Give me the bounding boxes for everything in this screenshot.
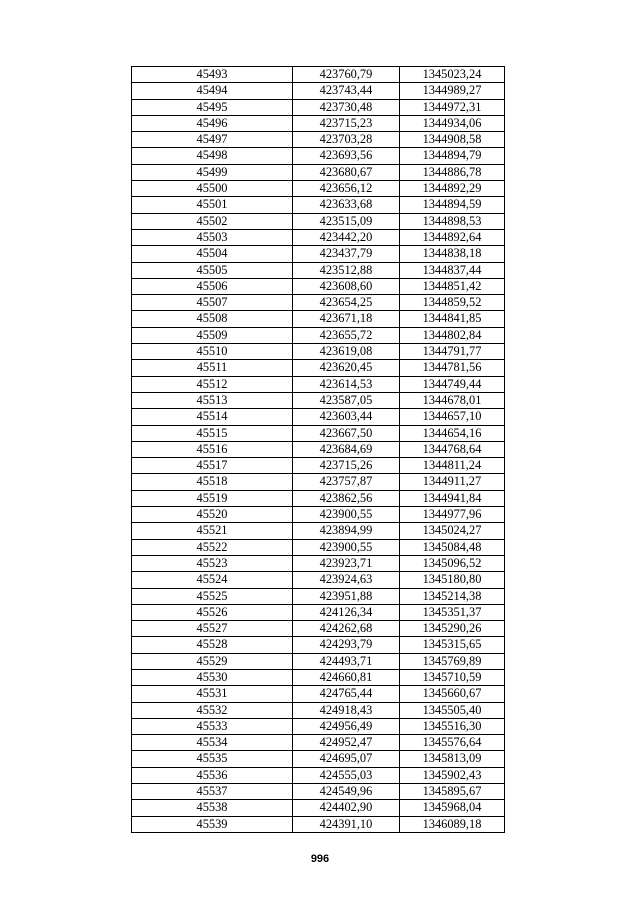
table-row bbox=[132, 800, 505, 816]
y-coordinate-cell: 1345505,40 bbox=[400, 702, 505, 718]
point-number-cell: 45524 bbox=[132, 572, 293, 588]
table-row bbox=[132, 735, 505, 751]
point-number-cell: 45516 bbox=[132, 441, 293, 457]
x-coordinate-cell: 423442,20 bbox=[293, 229, 400, 245]
table-row bbox=[132, 327, 505, 343]
table-row bbox=[132, 229, 505, 245]
y-coordinate-cell: 1345516,30 bbox=[400, 718, 505, 734]
point-number-cell: 45522 bbox=[132, 539, 293, 555]
y-coordinate-cell: 1344911,27 bbox=[400, 474, 505, 490]
x-coordinate-cell: 424956,49 bbox=[293, 718, 400, 734]
point-number-cell: 45511 bbox=[132, 360, 293, 376]
table-row bbox=[132, 604, 505, 620]
y-coordinate-cell: 1344657,10 bbox=[400, 409, 505, 425]
x-coordinate-cell: 424549,96 bbox=[293, 784, 400, 800]
point-number-cell: 45515 bbox=[132, 425, 293, 441]
table-row bbox=[132, 67, 505, 83]
table-row bbox=[132, 555, 505, 571]
table-row bbox=[132, 507, 505, 523]
y-coordinate-cell: 1344972,31 bbox=[400, 99, 505, 115]
point-number-cell: 45495 bbox=[132, 99, 293, 115]
table-row bbox=[132, 164, 505, 180]
x-coordinate-cell: 423633,68 bbox=[293, 197, 400, 213]
y-coordinate-cell: 1345902,43 bbox=[400, 767, 505, 783]
table-row bbox=[132, 816, 505, 832]
x-coordinate-cell: 424695,07 bbox=[293, 751, 400, 767]
y-coordinate-cell: 1344898,53 bbox=[400, 213, 505, 229]
y-coordinate-cell: 1344781,56 bbox=[400, 360, 505, 376]
table-row bbox=[132, 148, 505, 164]
x-coordinate-cell: 423667,50 bbox=[293, 425, 400, 441]
table-row bbox=[132, 132, 505, 148]
x-coordinate-cell: 423437,79 bbox=[293, 246, 400, 262]
y-coordinate-cell: 1344934,06 bbox=[400, 115, 505, 131]
y-coordinate-cell: 1344654,16 bbox=[400, 425, 505, 441]
x-coordinate-cell: 424262,68 bbox=[293, 621, 400, 637]
table-row bbox=[132, 523, 505, 539]
table-row bbox=[132, 344, 505, 360]
y-coordinate-cell: 1344977,96 bbox=[400, 507, 505, 523]
point-number-cell: 45536 bbox=[132, 767, 293, 783]
x-coordinate-cell: 423656,12 bbox=[293, 181, 400, 197]
point-number-cell: 45520 bbox=[132, 507, 293, 523]
point-number-cell: 45537 bbox=[132, 784, 293, 800]
y-coordinate-cell: 1344908,58 bbox=[400, 132, 505, 148]
table-row bbox=[132, 621, 505, 637]
table-row bbox=[132, 115, 505, 131]
table-row bbox=[132, 490, 505, 506]
point-number-cell: 45530 bbox=[132, 669, 293, 685]
x-coordinate-cell: 423715,23 bbox=[293, 115, 400, 131]
table-row bbox=[132, 83, 505, 99]
point-number-cell: 45529 bbox=[132, 653, 293, 669]
point-number-cell: 45501 bbox=[132, 197, 293, 213]
point-number-cell: 45513 bbox=[132, 392, 293, 408]
point-number-cell: 45526 bbox=[132, 604, 293, 620]
y-coordinate-cell: 1345660,67 bbox=[400, 686, 505, 702]
table-row bbox=[132, 213, 505, 229]
x-coordinate-cell: 423512,88 bbox=[293, 262, 400, 278]
table-row bbox=[132, 784, 505, 800]
x-coordinate-cell: 423654,25 bbox=[293, 295, 400, 311]
y-coordinate-cell: 1345024,27 bbox=[400, 523, 505, 539]
x-coordinate-cell: 423619,08 bbox=[293, 344, 400, 360]
table-row bbox=[132, 262, 505, 278]
x-coordinate-cell: 423743,44 bbox=[293, 83, 400, 99]
coordinates-table-body bbox=[132, 67, 505, 833]
y-coordinate-cell: 1345710,59 bbox=[400, 669, 505, 685]
point-number-cell: 45535 bbox=[132, 751, 293, 767]
y-coordinate-cell: 1344802,84 bbox=[400, 327, 505, 343]
table-row bbox=[132, 409, 505, 425]
table-row bbox=[132, 311, 505, 327]
point-number-cell: 45504 bbox=[132, 246, 293, 262]
x-coordinate-cell: 423680,67 bbox=[293, 164, 400, 180]
point-number-cell: 45514 bbox=[132, 409, 293, 425]
point-number-cell: 45496 bbox=[132, 115, 293, 131]
y-coordinate-cell: 1344811,24 bbox=[400, 458, 505, 474]
point-number-cell: 45503 bbox=[132, 229, 293, 245]
x-coordinate-cell: 424555,03 bbox=[293, 767, 400, 783]
y-coordinate-cell: 1345576,64 bbox=[400, 735, 505, 751]
x-coordinate-cell: 423671,18 bbox=[293, 311, 400, 327]
y-coordinate-cell: 1344749,44 bbox=[400, 376, 505, 392]
y-coordinate-cell: 1344791,77 bbox=[400, 344, 505, 360]
table-row bbox=[132, 718, 505, 734]
point-number-cell: 45531 bbox=[132, 686, 293, 702]
y-coordinate-cell: 1344892,64 bbox=[400, 229, 505, 245]
table-row bbox=[132, 669, 505, 685]
point-number-cell: 45518 bbox=[132, 474, 293, 490]
table-row bbox=[132, 474, 505, 490]
table-row bbox=[132, 686, 505, 702]
x-coordinate-cell: 423894,99 bbox=[293, 523, 400, 539]
y-coordinate-cell: 1344838,18 bbox=[400, 246, 505, 262]
point-number-cell: 45510 bbox=[132, 344, 293, 360]
point-number-cell: 45527 bbox=[132, 621, 293, 637]
point-number-cell: 45539 bbox=[132, 816, 293, 832]
x-coordinate-cell: 423900,55 bbox=[293, 539, 400, 555]
table-row bbox=[132, 197, 505, 213]
table-row bbox=[132, 702, 505, 718]
point-number-cell: 45498 bbox=[132, 148, 293, 164]
y-coordinate-cell: 1345895,67 bbox=[400, 784, 505, 800]
table-row bbox=[132, 295, 505, 311]
point-number-cell: 45533 bbox=[132, 718, 293, 734]
y-coordinate-cell: 1345351,37 bbox=[400, 604, 505, 620]
y-coordinate-cell: 1344678,01 bbox=[400, 392, 505, 408]
table-row bbox=[132, 392, 505, 408]
table-row bbox=[132, 441, 505, 457]
x-coordinate-cell: 423614,53 bbox=[293, 376, 400, 392]
x-coordinate-cell: 424493,71 bbox=[293, 653, 400, 669]
y-coordinate-cell: 1344941,84 bbox=[400, 490, 505, 506]
y-coordinate-cell: 1345023,24 bbox=[400, 67, 505, 83]
x-coordinate-cell: 423923,71 bbox=[293, 555, 400, 571]
table-row bbox=[132, 376, 505, 392]
point-number-cell: 45493 bbox=[132, 67, 293, 83]
x-coordinate-cell: 423620,45 bbox=[293, 360, 400, 376]
table-row bbox=[132, 539, 505, 555]
x-coordinate-cell: 423587,05 bbox=[293, 392, 400, 408]
point-number-cell: 45509 bbox=[132, 327, 293, 343]
point-number-cell: 45508 bbox=[132, 311, 293, 327]
point-number-cell: 45505 bbox=[132, 262, 293, 278]
y-coordinate-cell: 1344851,42 bbox=[400, 278, 505, 294]
table-row bbox=[132, 751, 505, 767]
x-coordinate-cell: 423924,63 bbox=[293, 572, 400, 588]
x-coordinate-cell: 423515,09 bbox=[293, 213, 400, 229]
y-coordinate-cell: 1344837,44 bbox=[400, 262, 505, 278]
point-number-cell: 45523 bbox=[132, 555, 293, 571]
coordinates-table bbox=[131, 66, 505, 833]
page-number: 996 bbox=[310, 853, 330, 865]
y-coordinate-cell: 1344841,85 bbox=[400, 311, 505, 327]
point-number-cell: 45497 bbox=[132, 132, 293, 148]
x-coordinate-cell: 423862,56 bbox=[293, 490, 400, 506]
point-number-cell: 45494 bbox=[132, 83, 293, 99]
table-row bbox=[132, 425, 505, 441]
point-number-cell: 45528 bbox=[132, 637, 293, 653]
x-coordinate-cell: 423757,87 bbox=[293, 474, 400, 490]
point-number-cell: 45534 bbox=[132, 735, 293, 751]
x-coordinate-cell: 424918,43 bbox=[293, 702, 400, 718]
point-number-cell: 45525 bbox=[132, 588, 293, 604]
x-coordinate-cell: 423951,88 bbox=[293, 588, 400, 604]
x-coordinate-cell: 423608,60 bbox=[293, 278, 400, 294]
y-coordinate-cell: 1345769,89 bbox=[400, 653, 505, 669]
y-coordinate-cell: 1344894,59 bbox=[400, 197, 505, 213]
table-row bbox=[132, 572, 505, 588]
table-row bbox=[132, 278, 505, 294]
y-coordinate-cell: 1345813,09 bbox=[400, 751, 505, 767]
y-coordinate-cell: 1344892,29 bbox=[400, 181, 505, 197]
point-number-cell: 45517 bbox=[132, 458, 293, 474]
x-coordinate-cell: 423900,55 bbox=[293, 507, 400, 523]
x-coordinate-cell: 424391,10 bbox=[293, 816, 400, 832]
x-coordinate-cell: 423693,56 bbox=[293, 148, 400, 164]
table-row bbox=[132, 588, 505, 604]
table-row bbox=[132, 458, 505, 474]
point-number-cell: 45532 bbox=[132, 702, 293, 718]
point-number-cell: 45506 bbox=[132, 278, 293, 294]
x-coordinate-cell: 424293,79 bbox=[293, 637, 400, 653]
point-number-cell: 45499 bbox=[132, 164, 293, 180]
y-coordinate-cell: 1344768,64 bbox=[400, 441, 505, 457]
y-coordinate-cell: 1345290,26 bbox=[400, 621, 505, 637]
x-coordinate-cell: 423760,79 bbox=[293, 67, 400, 83]
y-coordinate-cell: 1345214,38 bbox=[400, 588, 505, 604]
y-coordinate-cell: 1345968,04 bbox=[400, 800, 505, 816]
table-row bbox=[132, 246, 505, 262]
y-coordinate-cell: 1344989,27 bbox=[400, 83, 505, 99]
y-coordinate-cell: 1344886,78 bbox=[400, 164, 505, 180]
y-coordinate-cell: 1346089,18 bbox=[400, 816, 505, 832]
x-coordinate-cell: 423655,72 bbox=[293, 327, 400, 343]
point-number-cell: 45538 bbox=[132, 800, 293, 816]
y-coordinate-cell: 1345180,80 bbox=[400, 572, 505, 588]
table-row bbox=[132, 360, 505, 376]
y-coordinate-cell: 1344894,79 bbox=[400, 148, 505, 164]
y-coordinate-cell: 1345096,52 bbox=[400, 555, 505, 571]
point-number-cell: 45500 bbox=[132, 181, 293, 197]
x-coordinate-cell: 423603,44 bbox=[293, 409, 400, 425]
x-coordinate-cell: 423684,69 bbox=[293, 441, 400, 457]
point-number-cell: 45507 bbox=[132, 295, 293, 311]
table-row bbox=[132, 99, 505, 115]
x-coordinate-cell: 424402,90 bbox=[293, 800, 400, 816]
x-coordinate-cell: 424660,81 bbox=[293, 669, 400, 685]
table-row bbox=[132, 181, 505, 197]
x-coordinate-cell: 424126,34 bbox=[293, 604, 400, 620]
x-coordinate-cell: 424765,44 bbox=[293, 686, 400, 702]
point-number-cell: 45512 bbox=[132, 376, 293, 392]
table-row bbox=[132, 767, 505, 783]
y-coordinate-cell: 1345315,65 bbox=[400, 637, 505, 653]
table-row bbox=[132, 653, 505, 669]
x-coordinate-cell: 424952,47 bbox=[293, 735, 400, 751]
point-number-cell: 45502 bbox=[132, 213, 293, 229]
table-row bbox=[132, 637, 505, 653]
point-number-cell: 45519 bbox=[132, 490, 293, 506]
x-coordinate-cell: 423703,28 bbox=[293, 132, 400, 148]
y-coordinate-cell: 1345084,48 bbox=[400, 539, 505, 555]
x-coordinate-cell: 423730,48 bbox=[293, 99, 400, 115]
x-coordinate-cell: 423715,26 bbox=[293, 458, 400, 474]
point-number-cell: 45521 bbox=[132, 523, 293, 539]
y-coordinate-cell: 1344859,52 bbox=[400, 295, 505, 311]
